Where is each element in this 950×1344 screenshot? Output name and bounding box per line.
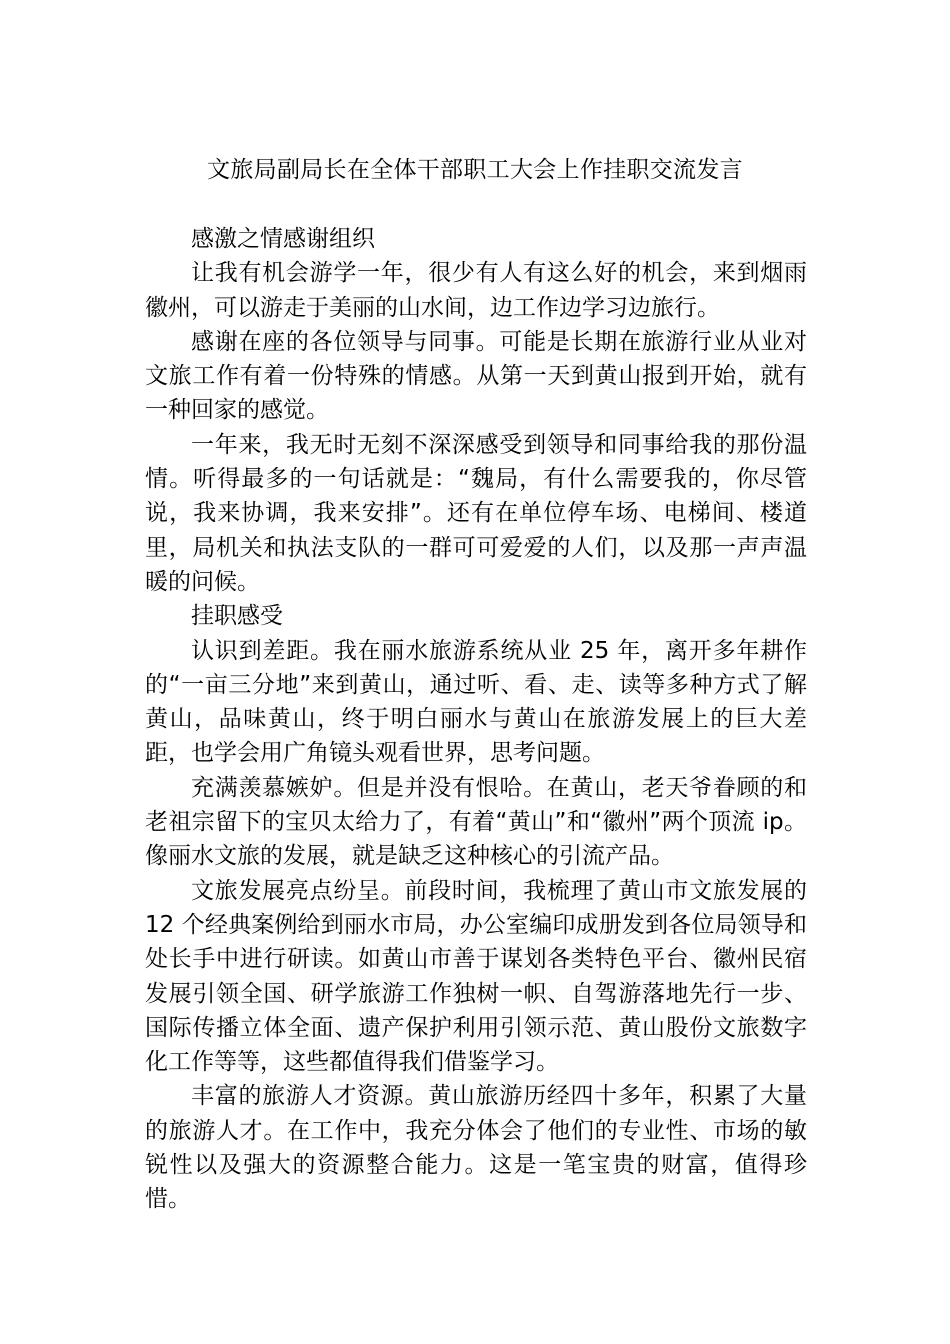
section-heading-experience: 挂职感受 <box>191 603 283 630</box>
paragraph: 一年来，我无时无刻不深深感受到领导和同事给我的那份温情。听得最多的一句话就是：“魏局，有什么需要我的，你尽管说，我来协调，我来安排”。还有在单位停车场、电梯间、楼道里，局机关和执法支队的一群可可爱爱的人们，以及那一声声温暖的问候。 <box>145 431 807 595</box>
paragraph: 感谢在座的各位领导与同事。可能是长期在旅游行业从业对文旅工作有着一份特殊的情感。从第一天到黄山报到开始，就有一种回家的感觉。 <box>145 328 807 424</box>
paragraph: 充满羡慕嫉妒。但是并没有恨哈。在黄山，老天爷眷顾的和老祖宗留下的宝贝太给力了，有着“黄山”和“徽州”两个顶流 ip。像丽水文旅的发展，就是缺乏这种核心的引流产品。 <box>145 774 807 870</box>
section-heading-gratitude: 感激之情感谢组织 <box>191 226 375 252</box>
document-title: 文旅局副局长在全体干部职工大会上作挂职交流发言 <box>207 157 743 183</box>
paragraph: 认识到差距。我在丽水旅游系统从业 25 年，离开多年耕作的“一亩三分地”来到黄山，通过听、看、走、读等多种方式了解黄山，品味黄山，终于明白丽水与黄山在旅游发展上的巨大差距，也学会用广角镜头观看世界，思考问题。 <box>145 637 807 767</box>
paragraph: 文旅发展亮点纷呈。前段时间，我梳理了黄山市文旅发展的 12 个经典案例给到丽水市局，办公室编印成册发到各位局领导和处长手中进行研读。如黄山市善于谋划各类特色平台、徽州民宿发展引领全国、研学旅游工作独树一帜、自驾游落地先行一步、国际传播立体全面、遗产保护利用引领示范、黄山股份文旅数字化工作等等，这些都值得我们借鉴学习。 <box>145 877 807 1076</box>
paragraph: 让我有机会游学一年，很少有人有这么好的机会，来到烟雨徽州，可以游走于美丽的山水间，边工作边学习边旅行。 <box>145 260 807 321</box>
document-body <box>145 222 807 1217</box>
paragraph: 丰富的旅游人才资源。黄山旅游历经四十多年，积累了大量的旅游人才。在工作中，我充分体会了他们的专业性、市场的敏锐性以及强大的资源整合能力。这是一笔宝贵的财富，值得珍惜。 <box>145 1083 807 1213</box>
